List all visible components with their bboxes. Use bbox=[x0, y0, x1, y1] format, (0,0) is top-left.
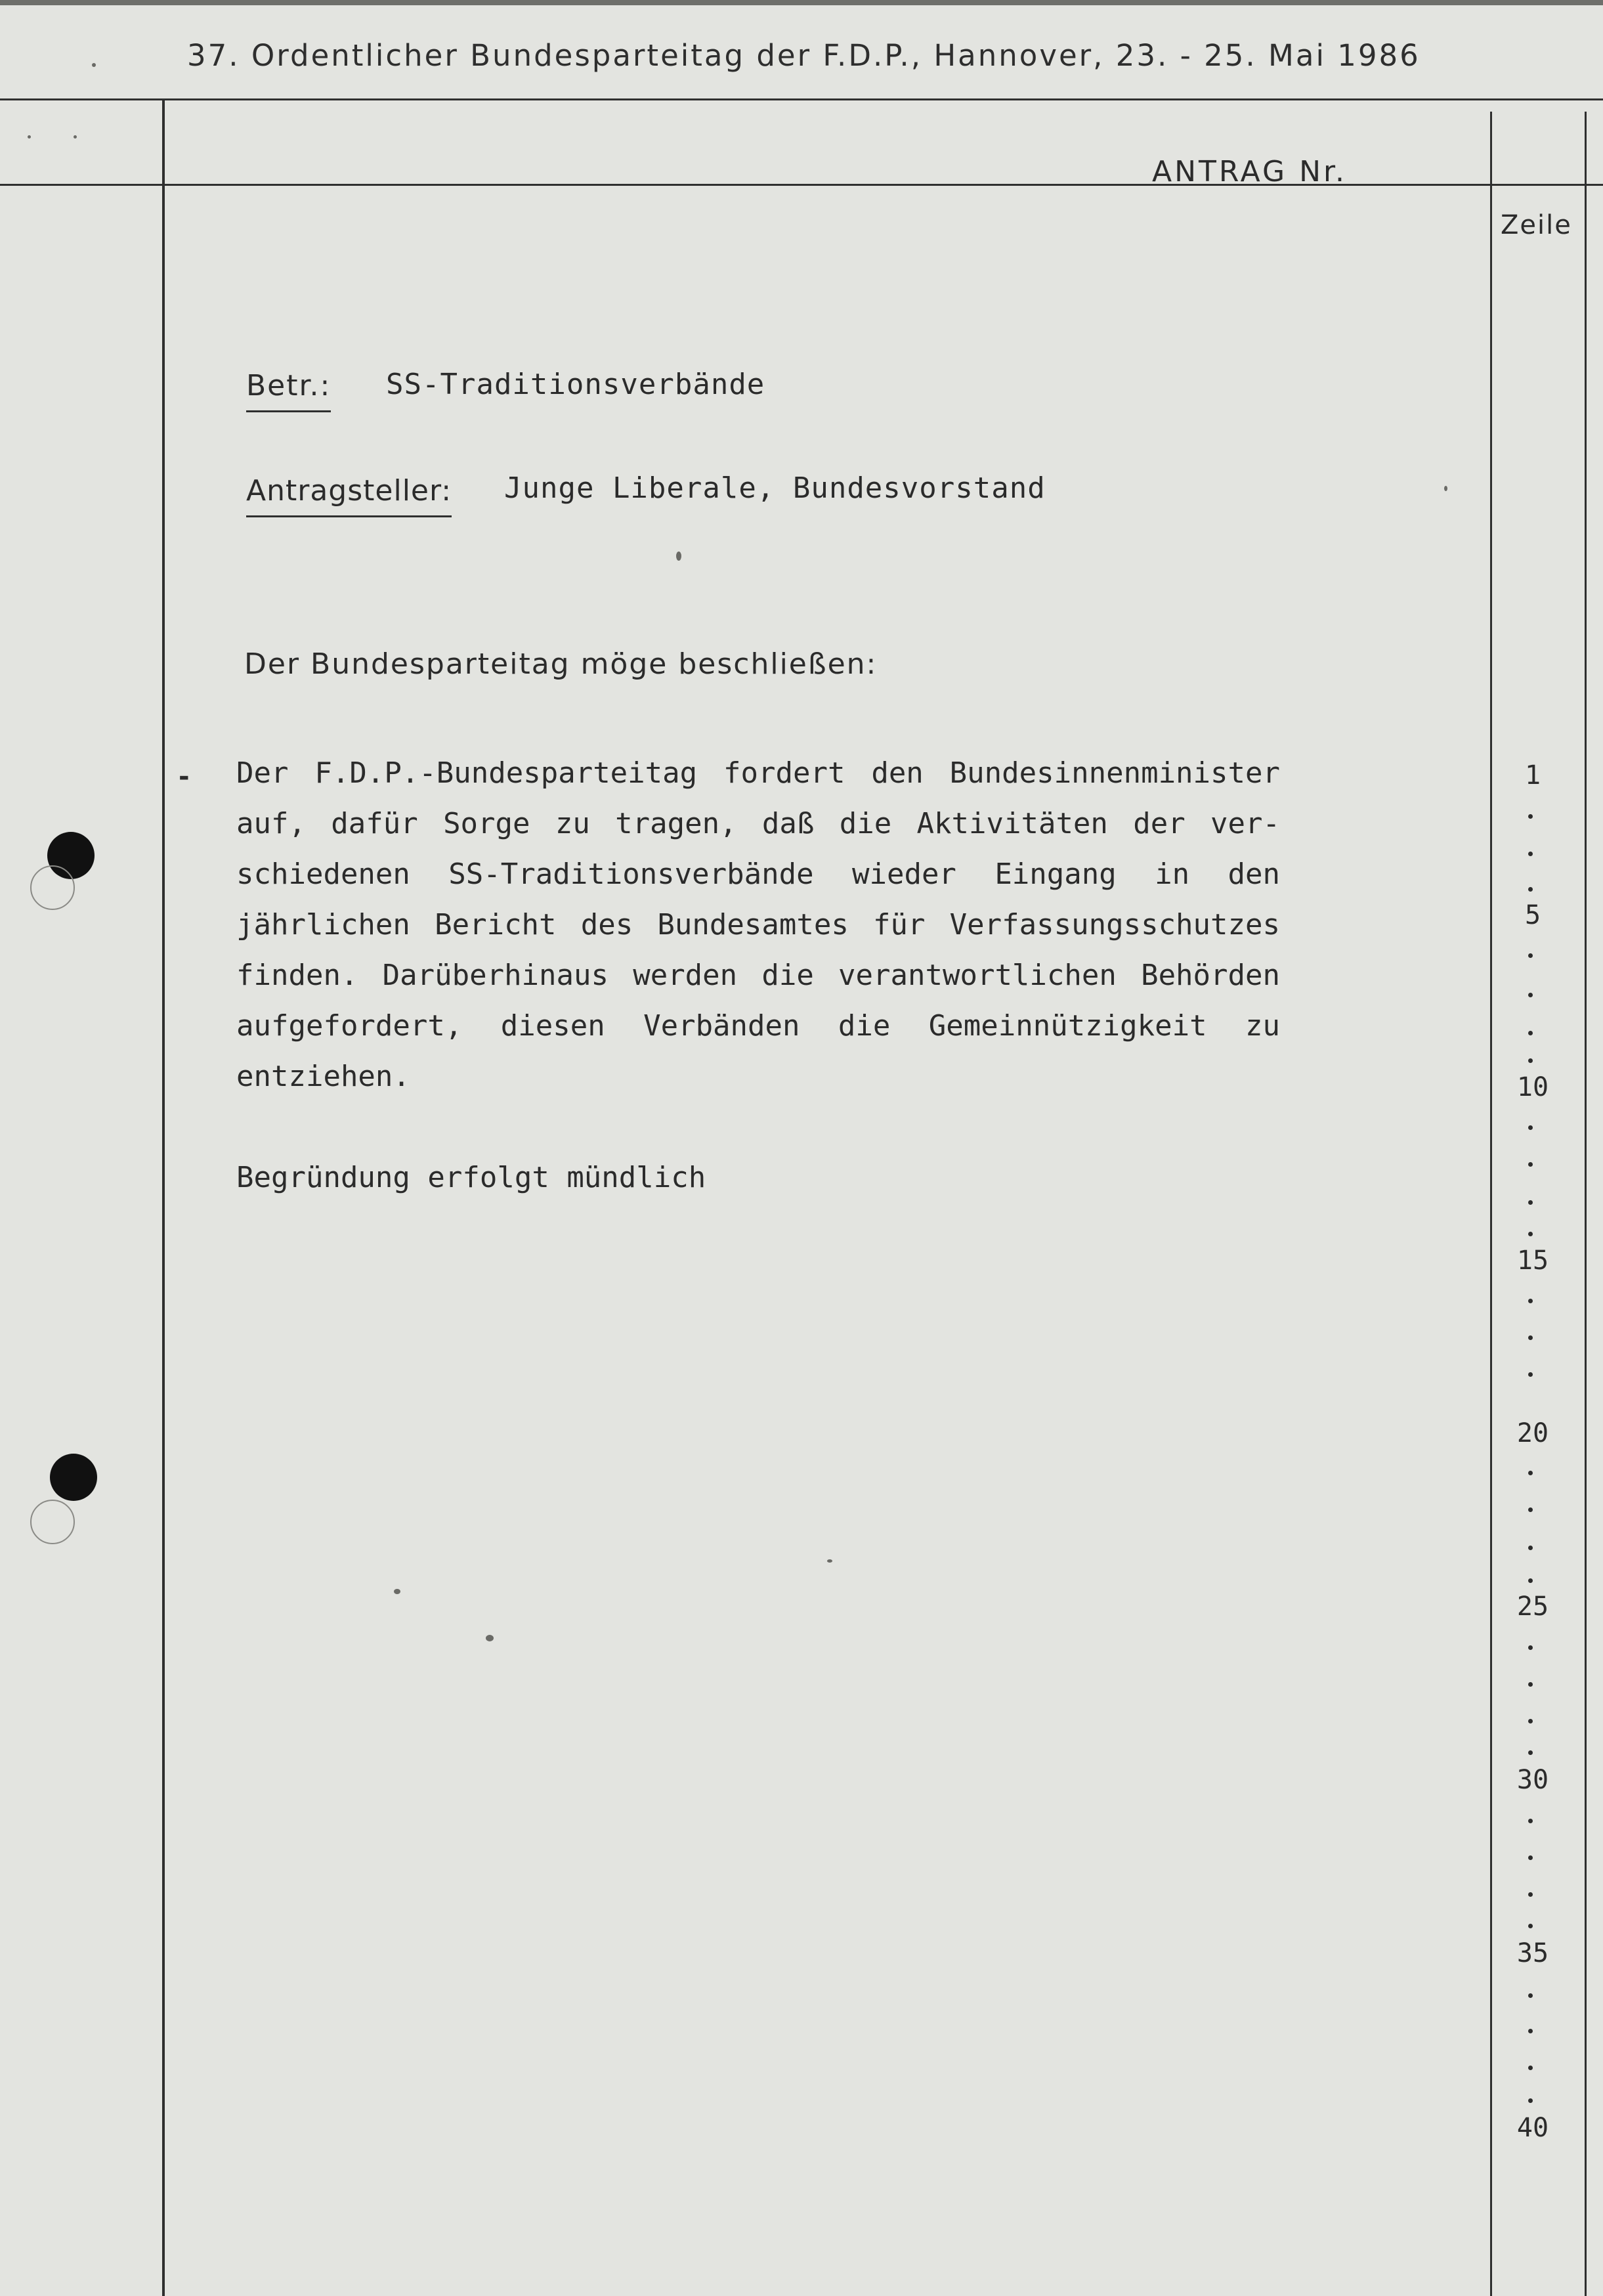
line-number: 1 bbox=[1524, 760, 1541, 791]
motion-line: finden. Darüberhinaus werden die verantwortlichen Behörden bbox=[236, 959, 1280, 992]
document-header-title: 37. Ordentlicher Bundesparteitag der F.D.P., Hannover, 23. - 25. Mai 1986 bbox=[187, 38, 1421, 73]
line-number: 10 bbox=[1516, 1072, 1549, 1102]
line-dot bbox=[1528, 2098, 1533, 2103]
antrag-rule bbox=[0, 184, 1603, 186]
line-dot bbox=[1528, 1125, 1533, 1130]
line-dot bbox=[1528, 1719, 1533, 1723]
motion-bullet: - bbox=[179, 762, 190, 792]
line-dot bbox=[1528, 2029, 1533, 2033]
line-number: 5 bbox=[1524, 900, 1541, 930]
antrag-number-label: ANTRAG Nr. bbox=[1152, 155, 1348, 188]
scan-speck bbox=[394, 1589, 400, 1594]
line-dot bbox=[1528, 1058, 1533, 1063]
scan-speck bbox=[92, 63, 96, 67]
page-top-edge bbox=[0, 0, 1603, 5]
justification-note: Begründung erfolgt mündlich bbox=[236, 1161, 706, 1194]
line-dot bbox=[1528, 993, 1533, 997]
punch-hole-ring bbox=[30, 1500, 75, 1544]
scan-speck bbox=[486, 1635, 494, 1641]
line-number: 20 bbox=[1516, 1418, 1549, 1448]
scan-speck bbox=[1444, 486, 1447, 491]
line-dot bbox=[1528, 1819, 1533, 1823]
subject-value: SS-Traditionsverbände bbox=[386, 368, 765, 401]
line-dot bbox=[1528, 953, 1533, 958]
line-dot bbox=[1528, 1162, 1533, 1167]
scan-speck bbox=[827, 1559, 832, 1563]
zeile-column-right-rule bbox=[1585, 112, 1587, 2296]
left-margin-rule bbox=[162, 98, 165, 2296]
motion-line: Der F.D.P.-Bundesparteitag fordert den Bundesinnenminister bbox=[236, 756, 1280, 790]
subject-label: Betr.: bbox=[246, 369, 331, 412]
applicant-label: Antragsteller: bbox=[246, 474, 452, 517]
line-dot bbox=[1528, 1855, 1533, 1860]
punch-hole-ring bbox=[30, 865, 75, 910]
line-number: 35 bbox=[1516, 1938, 1549, 1968]
line-number: 30 bbox=[1516, 1765, 1549, 1795]
scan-speck bbox=[28, 135, 31, 139]
resolution-intro: Der Bundesparteitag möge beschließen: bbox=[244, 647, 878, 681]
line-dot bbox=[1528, 1031, 1533, 1035]
scan-speck bbox=[676, 552, 681, 561]
line-dot bbox=[1528, 814, 1533, 819]
line-dot bbox=[1528, 1200, 1533, 1205]
line-dot bbox=[1528, 1232, 1533, 1236]
punch-hole bbox=[50, 1454, 97, 1501]
header-rule bbox=[0, 98, 1603, 100]
line-dot bbox=[1528, 1335, 1533, 1340]
motion-line: schiedenen SS-Traditionsverbände wieder Eingang in den bbox=[236, 857, 1280, 891]
line-dot bbox=[1528, 1682, 1533, 1687]
line-dot bbox=[1528, 1507, 1533, 1512]
line-dot bbox=[1528, 1578, 1533, 1583]
line-dot bbox=[1528, 887, 1533, 892]
scan-speck bbox=[74, 135, 77, 139]
line-number: 40 bbox=[1516, 2113, 1549, 2143]
line-dot bbox=[1528, 2066, 1533, 2070]
zeile-column-left-rule bbox=[1490, 112, 1492, 2296]
line-number: 25 bbox=[1516, 1592, 1549, 1622]
motion-line: aufgefordert, diesen Verbänden die Gemeinnützigkeit zu bbox=[236, 1009, 1280, 1043]
line-dot bbox=[1528, 1924, 1533, 1928]
line-dot bbox=[1528, 1645, 1533, 1650]
motion-line: auf, dafür Sorge zu tragen, daß die Aktivitäten der ver- bbox=[236, 807, 1280, 840]
line-number: 15 bbox=[1516, 1245, 1549, 1276]
line-dot bbox=[1528, 1299, 1533, 1303]
zeile-column-header: Zeile bbox=[1501, 210, 1572, 240]
line-dot bbox=[1528, 852, 1533, 856]
line-dot bbox=[1528, 1546, 1533, 1550]
motion-line: jährlichen Bericht des Bundesamtes für Verfassungsschutzes bbox=[236, 908, 1280, 942]
motion-text bbox=[236, 754, 1280, 1108]
motion-line: entziehen. bbox=[236, 1060, 410, 1093]
line-dot bbox=[1528, 1993, 1533, 1998]
line-dot bbox=[1528, 1372, 1533, 1377]
line-dot bbox=[1528, 1750, 1533, 1755]
line-dot bbox=[1528, 1892, 1533, 1897]
line-dot bbox=[1528, 1471, 1533, 1475]
applicant-value: Junge Liberale, Bundesvorstand bbox=[504, 471, 1046, 505]
